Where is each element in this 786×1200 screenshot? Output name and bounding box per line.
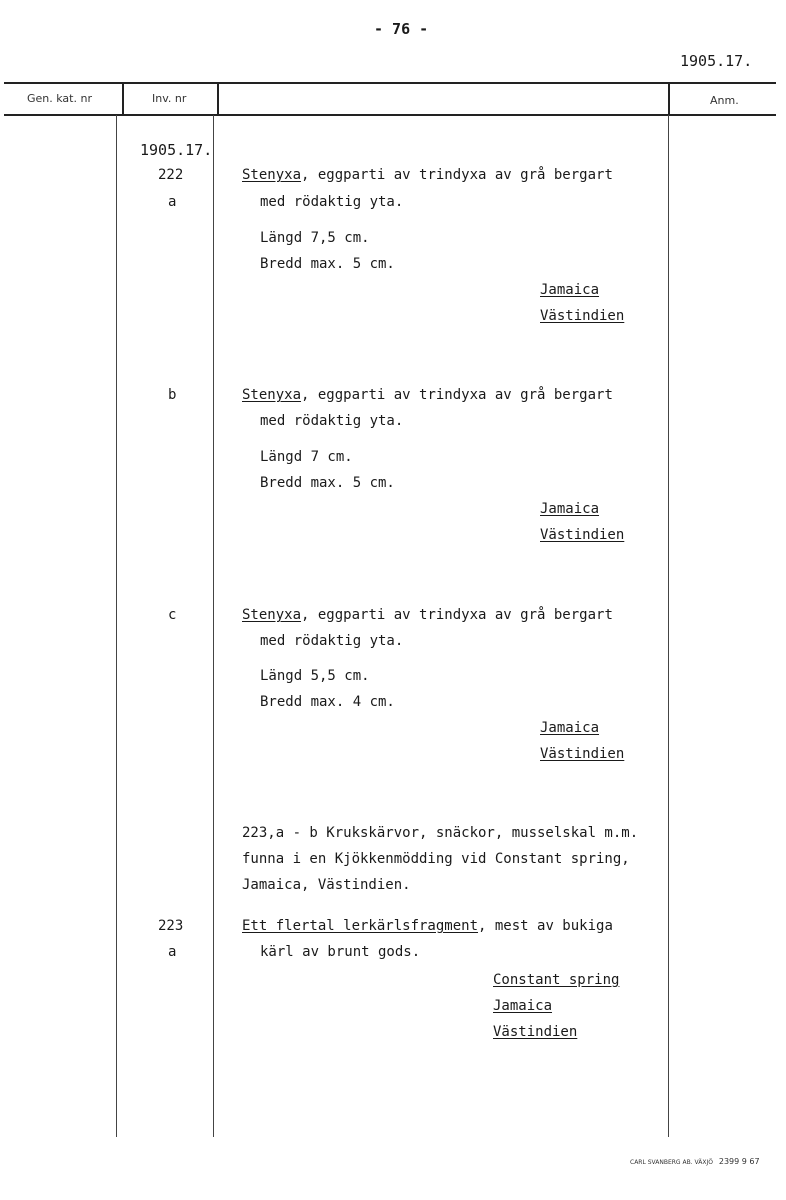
column-line-inv-text (213, 115, 214, 1137)
entry-222c-length: Längd 5,5 cm. (260, 668, 370, 684)
entry-222a-line1 (242, 167, 613, 183)
entry-223a-place3: Västindien (493, 1024, 578, 1040)
entry-description: , eggparti av trindyxa av grå bergart (301, 167, 613, 183)
entry-222c-place1: Jamaica (540, 720, 600, 736)
entry-title: Ett flertal lerkärlsfragment (242, 918, 479, 934)
entry-222a-width: Bredd max. 5 cm. (260, 256, 395, 272)
entry-222b-length: Längd 7 cm. (260, 449, 353, 465)
inv-sub-b: b (168, 387, 177, 403)
group-note-line3: Jamaica, Västindien. (242, 877, 411, 893)
entry-223a-line2: kärl av brunt gods. (260, 944, 421, 960)
entry-title: Stenyxa (242, 607, 302, 623)
entry-222a-line2: med rödaktig yta. (260, 194, 404, 210)
header-top-rule (4, 82, 776, 84)
inv-sub-c: c (168, 607, 177, 623)
column-divider-inv-text (217, 82, 219, 115)
inv-accession: 1905.17. (140, 141, 213, 159)
entry-223a-place1: Constant spring (493, 972, 620, 988)
header-inv: Inv. nr (152, 92, 187, 105)
entry-222b-width: Bredd max. 5 cm. (260, 475, 395, 491)
column-line-text-anm (668, 115, 669, 1137)
inv-number-222: 222 (158, 167, 184, 183)
printer-name: CARL SVANBERG AB. VÄXJÖ (630, 1159, 713, 1166)
entry-title: Stenyxa (242, 167, 302, 183)
entry-title: Stenyxa (242, 387, 302, 403)
page-number: - 76 - (374, 20, 429, 38)
header-anm: Anm. (710, 94, 739, 107)
group-note-line1: 223,a - b Krukskärvor, snäckor, musselskal m.m. (242, 825, 639, 841)
entry-223a-place2: Jamaica (493, 998, 553, 1014)
entry-description: , eggparti av trindyxa av grå bergart (301, 607, 613, 623)
form-number: 2399 9 67 (718, 1157, 760, 1166)
entry-222c-line2: med rödaktig yta. (260, 633, 404, 649)
entry-222a-place2: Västindien (540, 308, 625, 324)
printer-imprint (630, 1157, 760, 1166)
entry-223a-line1 (242, 918, 613, 934)
entry-description: , mest av bukiga (478, 918, 613, 934)
column-divider-text-anm (668, 82, 670, 115)
accession-number-top: 1905.17. (680, 52, 753, 70)
inv-sub-a: a (168, 194, 177, 210)
column-divider-gen-inv (122, 82, 124, 115)
entry-222b-place1: Jamaica (540, 501, 600, 517)
inv-sub-223-a: a (168, 944, 177, 960)
group-note-line2: funna i en Kjökkenmödding vid Constant spring, (242, 851, 630, 867)
entry-222c-width: Bredd max. 4 cm. (260, 694, 395, 710)
inv-number-223: 223 (158, 918, 184, 934)
entry-222a-length: Längd 7,5 cm. (260, 230, 370, 246)
entry-222a-place1: Jamaica (540, 282, 600, 298)
entry-description: , eggparti av trindyxa av grå bergart (301, 387, 613, 403)
entry-222c-place2: Västindien (540, 746, 625, 762)
header-gen-kat: Gen. kat. nr (27, 92, 92, 105)
entry-222b-line2: med rödaktig yta. (260, 413, 404, 429)
header-bottom-rule (4, 114, 776, 116)
entry-222b-place2: Västindien (540, 527, 625, 543)
column-line-gen-inv (116, 115, 117, 1137)
entry-222b-line1 (242, 387, 613, 403)
entry-222c-line1 (242, 607, 613, 623)
